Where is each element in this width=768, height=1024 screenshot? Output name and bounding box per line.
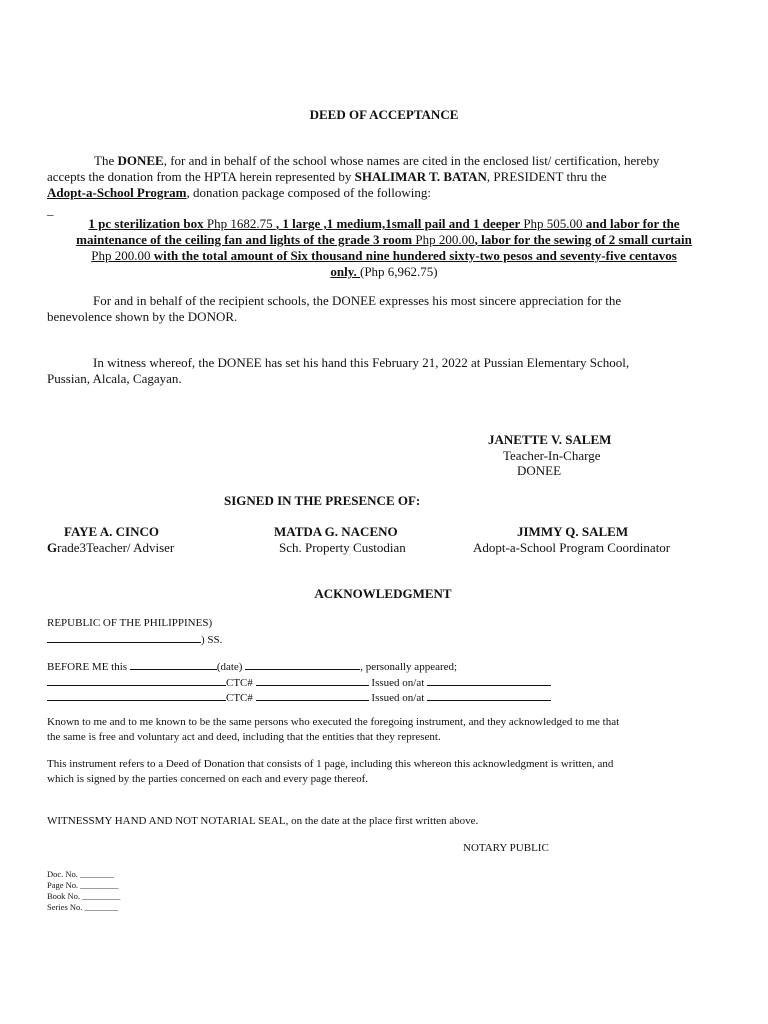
item-price-4: Php 200.00 (91, 248, 151, 263)
item-price-2: Php 505.00 (523, 216, 583, 231)
intro-line2-start: accepts the donation from the HPTA herein represented by (47, 169, 352, 184)
presence-heading: SIGNED IN THE PRESENCE OF: (224, 493, 421, 508)
intro-line-1 (47, 153, 721, 169)
witness-1-title-initial: G (47, 540, 58, 555)
donee-signatory-position: Teacher-In-Charge (503, 448, 601, 463)
total-amount-figure: (Php 6,962.75) (359, 264, 438, 279)
series-no: Series No. ________ (47, 902, 119, 912)
before-me-text: BEFORE ME this (47, 661, 128, 673)
ack-title: ACKNOWLEDGMENT (314, 586, 452, 601)
doc-no: Doc. No. ________ (47, 869, 115, 879)
total-amount-words: with the total amount of Six thousand nine hundered sixty-two pesos and seventy-five centavos (150, 248, 677, 263)
instrument-line-1: This instrument refers to a Deed of Donation that consists of 1 page, including this whereon this acknowledgment is written, and (47, 758, 614, 770)
ss-line (47, 632, 222, 647)
donee-label: DONEE (117, 153, 164, 168)
intro-line3-end: , donation package composed of the following: (186, 185, 431, 200)
item-sterilization-box: 1 pc sterilization box (88, 216, 204, 231)
item-maintenance: maintenance of the ceiling fan and lights of the grade 3 room (76, 232, 413, 247)
ss-text: ) SS. (201, 634, 223, 646)
intro-line-3 (47, 185, 431, 201)
issued-label-1: Issued on/at (371, 677, 425, 689)
witness-whereof-line-1: In witness whereof, the DONEE has set his hand this February 21, 2022 at Pussian Elementary School, (93, 355, 630, 370)
known-line-1: Known to me and to me known to be the same persons who executed the foregoing instrument, and they acknowledged to me that (47, 716, 620, 728)
item-price-3: Php 200.00 (412, 232, 475, 247)
ctc-line-1 (47, 675, 551, 690)
donee-signatory-name: JANETTE V. SALEM (488, 432, 612, 447)
item-labor-2: , labor for the sewing of 2 small curtain (474, 232, 692, 247)
witness-1-title (47, 540, 174, 556)
blank-place[interactable] (245, 659, 360, 670)
notary-public: NOTARY PUBLIC (463, 842, 549, 854)
ctc-label-1: CTC# (226, 677, 253, 689)
total-only: only. (330, 264, 360, 279)
intro-line-2 (47, 169, 607, 185)
intro-the: The (94, 153, 115, 168)
president-name: SHALIMAR T. BATAN (354, 169, 487, 184)
appreciation-line-2: benevolence shown by the DONOR. (47, 309, 238, 324)
items-line-1 (47, 216, 721, 232)
items-line-4 (47, 264, 721, 280)
witness-2-name: MATDA G. NACENO (274, 524, 398, 539)
dash-mark: _ (47, 202, 54, 217)
witness-2-title: Sch. Property Custodian (279, 540, 406, 555)
witness-hand-line: WITNESSMY HAND AND NOT NOTARIAL SEAL, on the date at the place first written above. (47, 815, 479, 827)
program-name: Adopt-a-School Program (47, 185, 187, 200)
item-pails: , 1 large ,1 medium,1small pail and 1 deeper (275, 216, 524, 231)
witness-3-title: Adopt-a-School Program Coordinator (473, 540, 671, 555)
page-no: Page No. _________ (47, 880, 119, 890)
witness-whereof-line-2: Pussian, Alcala, Cagayan. (47, 371, 182, 386)
republic-line: REPUBLIC OF THE PHILIPPINES) (47, 617, 213, 629)
item-price-1: Php 1682.75 (203, 216, 276, 231)
known-line-2: the same is free and voluntary act and deed, including that the entities that they represent. (47, 731, 441, 743)
blank-province[interactable] (47, 632, 201, 643)
items-line-2 (47, 232, 721, 248)
blank-date[interactable] (130, 659, 217, 670)
blank-ctc-1[interactable] (256, 675, 369, 686)
blank-ctc-2[interactable] (256, 690, 369, 701)
before-me-line (47, 659, 457, 674)
appreciation-line-1: For and in behalf of the recipient schools, the DONEE expresses his most sincere appreciation for the (93, 293, 622, 308)
instrument-line-2: which is signed by the parties concerned on each and every page thereof. (47, 773, 369, 785)
ctc-line-2 (47, 690, 551, 705)
blank-name-1[interactable] (47, 675, 226, 686)
ctc-label-2: CTC# (226, 692, 253, 704)
blank-issued-1[interactable] (427, 675, 551, 686)
book-no: Book No. _________ (47, 891, 121, 901)
date-label: (date) (216, 661, 243, 673)
witness-1-title-rest: rade3Teacher/ Adviser (57, 540, 175, 555)
personally-appeared-text: , personally appeared; (360, 661, 458, 673)
item-labor-1: and labor for the (582, 216, 680, 231)
witness-1-name: FAYE A. CINCO (64, 524, 159, 539)
items-line-3 (47, 248, 721, 264)
blank-issued-2[interactable] (427, 690, 551, 701)
deed-title: DEED OF ACCEPTANCE (309, 107, 459, 122)
intro-text-1: , for and in behalf of the school whose names are cited in the enclosed list/ certification, hereby (163, 153, 660, 168)
issued-label-2: Issued on/at (371, 692, 425, 704)
witness-3-name: JIMMY Q. SALEM (517, 524, 629, 539)
intro-line2-end: , PRESIDENT thru the (486, 169, 607, 184)
donee-signatory-role: DONEE (517, 463, 562, 478)
blank-name-2[interactable] (47, 690, 226, 701)
